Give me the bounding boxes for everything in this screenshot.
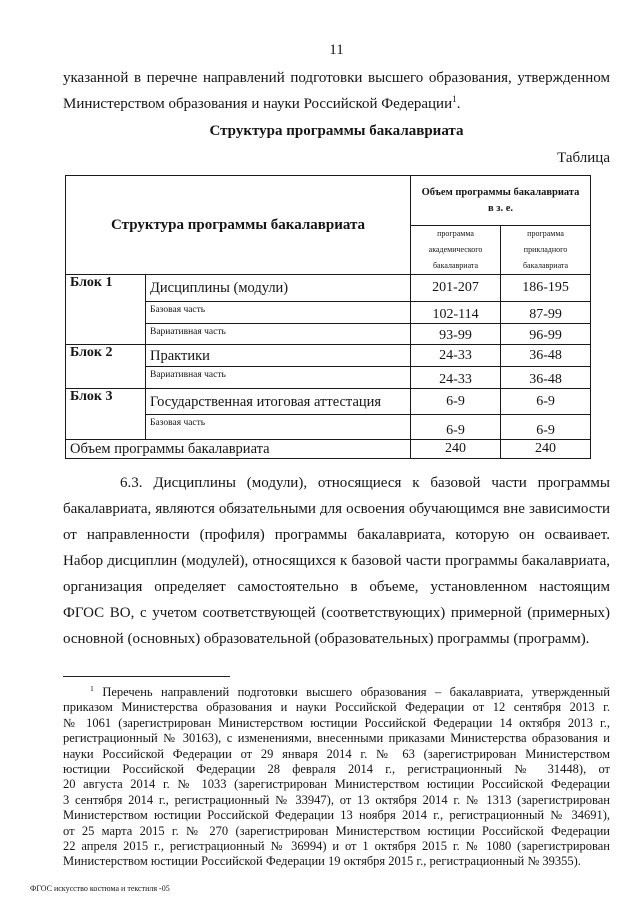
table-cell-applied: 87-99 [501, 302, 591, 324]
table-cell-total-label: Объем программы бакалавриата [66, 440, 411, 459]
footnote-line: Министерством юстиции Российской Федерации 13 ноября 2014 г., регистрационный № 34691), [63, 808, 610, 823]
footnote-line: № 1061 (зарегистрирован Министерством юстиции Российской Федерации 14 октября 2013 г., [63, 715, 610, 730]
intro-paragraph [63, 65, 610, 117]
sentence-end: . [456, 96, 461, 112]
header-volume-line: в з. е. [487, 202, 514, 214]
table-cell-name: Вариативная часть [146, 324, 411, 345]
table-cell-academic: 102-114 [411, 302, 501, 324]
table-cell-block: Блок 1 [66, 275, 146, 345]
header-academic [411, 226, 501, 275]
footnote-line: юстиции Российской Федерации 28 февраля 2014 г., регистрационный № 31448), от [63, 762, 610, 777]
footnote-line: 20 августа 2014 г. № 1033 (зарегистрирован Министерством юстиции Российской Федерации [63, 777, 610, 792]
table-cell-name: Практики [146, 345, 411, 367]
table-cell-academic: 24-33 [411, 367, 501, 389]
table-row [66, 275, 591, 302]
text-line: 6.3. Дисциплины (модули), относящиеся к базовой части программы [120, 475, 610, 491]
footnote-line: Министерством юстиции Российской Федерации 19 октября 2015 г., регистрационный № 39355). [63, 854, 581, 869]
table-cell-academic: 6-9 [411, 415, 501, 440]
table-cell-name: Вариативная часть [146, 367, 411, 389]
header-academic-line: академического [428, 245, 483, 254]
text-line: Набор дисциплин (модулей), относящихся к базовой части программы бакалавриата, [63, 553, 610, 569]
header-applied-line: программа [527, 229, 564, 238]
table-cell-applied: 96-99 [501, 324, 591, 345]
table-cell-applied: 36-48 [501, 345, 591, 367]
header-structure: Структура программы бакалавриата [66, 176, 411, 275]
footnote-line: от 25 марта 2015 г. № 270 (зарегистрирован Министерством юстиции Российской Федерации [63, 823, 610, 838]
table-cell-academic: 93-99 [411, 324, 501, 345]
text-line: ФГОС ВО, с учетом соответствующей (соответствующих) примерной (примерных) [63, 605, 610, 621]
text-line-content: Министерством образования и науки Российской Федерации [63, 96, 453, 112]
table-caption: Таблица [557, 150, 610, 166]
header-applied [501, 226, 591, 275]
footnote [63, 685, 610, 870]
page-footer: ФГОС искусство костюма и текстиля -05 [30, 884, 170, 893]
header-applied-line: бакалавриата [522, 261, 569, 270]
footnote-separator [63, 676, 230, 677]
table-cell-total-applied: 240 [501, 440, 591, 459]
table-cell-academic: 201-207 [411, 275, 501, 302]
header-academic-line: программа [437, 229, 474, 238]
text-line: бакалавриата, являются обязательными для освоения обучающимся вне зависимости [63, 501, 610, 517]
table-cell-academic: 6-9 [411, 389, 501, 415]
footnote-marker: 1 [90, 683, 94, 693]
table-cell-applied: 186-195 [501, 275, 591, 302]
table-cell-applied: 36-48 [501, 367, 591, 389]
table-header-row [66, 176, 591, 226]
footnote-line [63, 685, 610, 700]
table-cell-name: Дисциплины (модули) [146, 275, 411, 302]
table-cell-block: Блок 2 [66, 345, 146, 389]
table-cell-name: Базовая часть [146, 302, 411, 324]
footnote-line: 22 апреля 2015 г., регистрационный № 36994) и от 1 октября 2015 г. № 1080 (зарегистрирован [63, 839, 610, 854]
program-structure-table [65, 175, 591, 459]
table-cell-name: Государственная итоговая аттестация [146, 389, 411, 415]
table-row [66, 389, 591, 415]
footnote-reference: 1 [452, 95, 457, 105]
text-line: основной (основных) образовательной (образовательных) программы (программ). [63, 631, 590, 647]
section-6-3-paragraph [63, 470, 610, 652]
table-cell-applied: 6-9 [501, 415, 591, 440]
table-cell-block: Блок 3 [66, 389, 146, 440]
section-heading: Структура программы бакалавриата [209, 123, 464, 139]
table-cell-total-academic: 240 [411, 440, 501, 459]
footnote-line: приказом Министерства образования и науки Российской Федерации от 12 сентября 2013 г. [63, 700, 610, 715]
footnote-line: науки Российской Федерации от 29 января 2014 г. № 63 (зарегистрирован Министерством [63, 746, 610, 761]
header-applied-line: прикладного [523, 245, 568, 254]
table-row [66, 345, 591, 367]
table-total-row [66, 440, 591, 459]
text-line [63, 91, 610, 117]
page-number: 11 [329, 42, 344, 58]
text-line: от направленности (профиля) программы бакалавриата, которую он осваивает. [63, 527, 610, 543]
footnote-line: регистрационный № 30163), с изменениями, внесенными приказами Министерства образования и [63, 731, 610, 746]
footnote-line-content: Перечень направлений подготовки высшего образования – бакалавриата, утвержденный [102, 685, 610, 699]
table-cell-academic: 24-33 [411, 345, 501, 367]
text-line: организация определяет самостоятельно в объеме, установленном настоящим [63, 579, 610, 595]
header-academic-line: бакалавриата [432, 261, 479, 270]
table-cell-name: Базовая часть [146, 415, 411, 440]
footnote-line: 3 сентября 2014 г., регистрационный № 33947), от 13 октября 2014 г. № 1313 (зарегистрирован [63, 792, 610, 807]
text-line: указанной в перечне направлений подготовки высшего образования, утвержденном [63, 70, 610, 86]
table-cell-applied: 6-9 [501, 389, 591, 415]
header-volume-line: Объем программы бакалавриата [421, 186, 580, 198]
header-volume [411, 176, 591, 226]
